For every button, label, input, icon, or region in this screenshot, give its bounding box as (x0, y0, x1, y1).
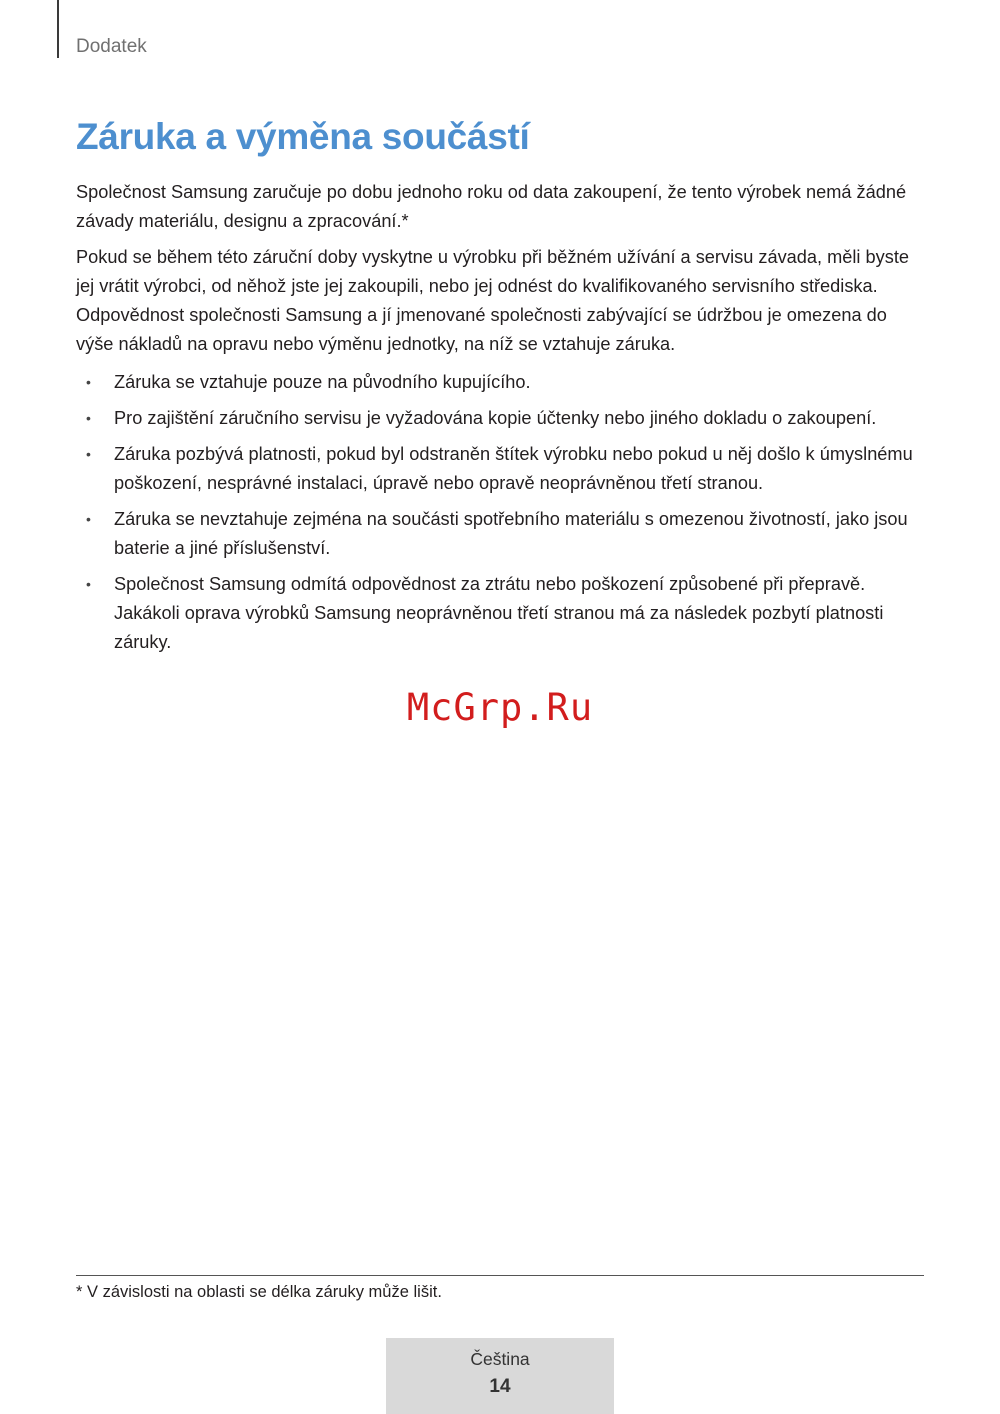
list-item (76, 505, 926, 563)
footer-language: Čeština (470, 1349, 530, 1369)
footnote: * V závislosti na oblasti se délka záruky může lišit. (76, 1283, 442, 1301)
bullet-icon: • (86, 511, 91, 527)
list-item-text: Záruka se vztahuje pouze na původního kupujícího. (114, 372, 531, 392)
bullet-icon: • (86, 410, 91, 426)
main-content (76, 178, 926, 664)
paragraph-intro: Společnost Samsung zaručuje po dobu jednoho roku od data zakoupení, že tento výrobek nemá žádné závady materiálu, designu a zpracování.* (76, 182, 907, 231)
list-item-text: Záruka pozbývá platnosti, pokud byl odstraněn štítek výrobku nebo pokud u něj došlo k úmyslnému poškození, nesprávné instalaci, úpravě nebo opravě neoprávněnou třetí stranou. (114, 444, 913, 493)
list-item-text: Záruka se nevztahuje zejména na součásti spotřebního materiálu s omezenou životností, jako jsou baterie a jiné příslušenství. (114, 509, 908, 558)
page-title: Záruka a výměna součástí (76, 116, 530, 157)
list-item (76, 570, 926, 657)
list-item-text: Pro zajištění záručního servisu je vyžadována kopie účtenky nebo jiného dokladu o zakoupení. (114, 408, 877, 428)
list-item (76, 404, 926, 433)
bullet-icon: • (86, 576, 91, 592)
header-divider (57, 0, 59, 58)
watermark: McGrp.Ru (406, 686, 594, 729)
list-item (76, 368, 926, 397)
list-item-text: Společnost Samsung odmítá odpovědnost za ztrátu nebo poškození způsobené při přepravě. Jakákoli oprava výrobků Samsung neoprávněnou třetí stranou má za následek pozbytí platnosti záruky. (114, 574, 884, 652)
warranty-conditions-list (76, 368, 926, 657)
footnote-divider (76, 1275, 924, 1276)
section-label: Dodatek (76, 36, 147, 57)
paragraph-liability: Pokud se během této záruční doby vyskytne u výrobku při běžném užívání a servisu závada, měli byste jej vrátit výrobci, od něhož jste jej zakoupili, nebo jej odnést do kvalifikovaného servisního střediska. Odpovědnost společnosti Samsung a jí jmenované společnosti zabývající se údržbou je omezena do výše nákladů na opravu nebo výměnu jednotky, na níž se vztahuje záruka. (76, 247, 910, 354)
page-number: 14 (489, 1376, 511, 1397)
bullet-icon: • (86, 374, 91, 390)
page-footer (386, 1338, 614, 1414)
list-item (76, 440, 926, 498)
bullet-icon: • (86, 446, 91, 462)
